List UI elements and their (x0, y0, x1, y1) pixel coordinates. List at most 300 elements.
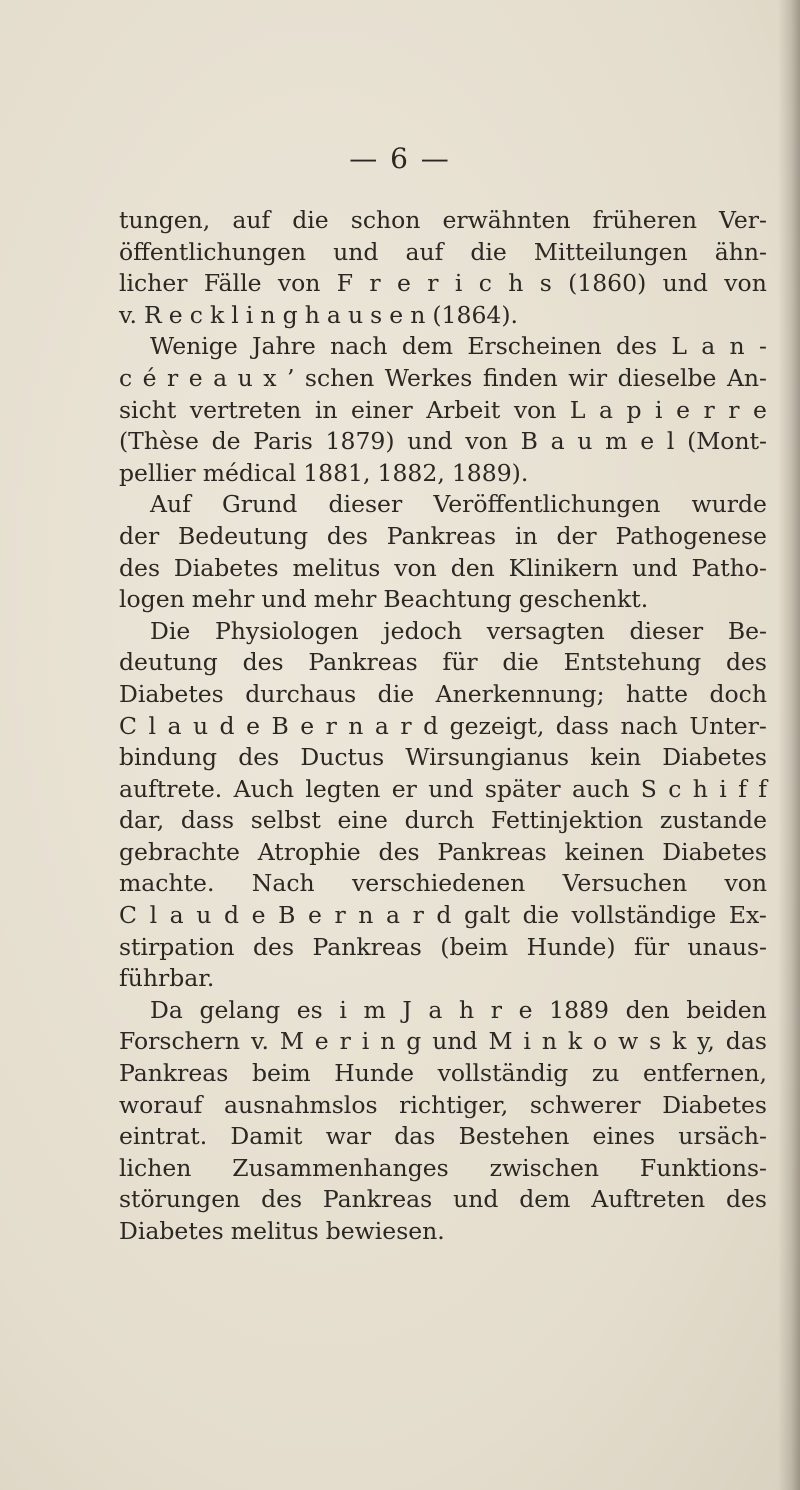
word: nach (330, 332, 388, 361)
word: von (465, 427, 508, 456)
text-line (119, 584, 767, 616)
text-line (119, 489, 767, 521)
text-line (119, 268, 767, 300)
word: und (428, 774, 474, 803)
word: r (325, 711, 337, 740)
word: l (148, 711, 156, 740)
word: des (242, 648, 284, 677)
word: von (394, 553, 437, 582)
word: mehr (313, 585, 377, 614)
word: C (119, 901, 137, 930)
word: die (502, 648, 539, 677)
word: kein (590, 743, 642, 772)
word: eine (337, 806, 388, 835)
word: in (314, 395, 338, 424)
word: a (598, 395, 613, 424)
word: x (263, 363, 277, 392)
word: selbst (250, 806, 321, 835)
word: bewiesen. (325, 1217, 445, 1245)
text-line (119, 774, 767, 806)
word: richtiger, (399, 1090, 509, 1119)
word: stirpation (119, 932, 235, 961)
word: Bedeutung (178, 521, 309, 550)
word: führbar. (119, 964, 215, 993)
word: u (192, 711, 209, 740)
word: wir (568, 363, 608, 392)
word: auftrete. (119, 774, 223, 803)
word: L (671, 332, 687, 361)
text-line (119, 868, 767, 900)
word: unaus- (687, 932, 767, 961)
word: das (725, 1027, 767, 1056)
word: B (278, 901, 296, 930)
word: des (261, 1185, 303, 1214)
text-line (119, 900, 767, 932)
word: e (251, 901, 266, 930)
word: bindung (119, 743, 218, 772)
word: l (231, 300, 239, 329)
word: (1860) (568, 269, 647, 298)
word: versagten (486, 616, 605, 645)
word: w (618, 1027, 639, 1056)
word: des (238, 743, 280, 772)
word: zu (591, 1059, 620, 1088)
word: g (406, 1027, 422, 1056)
word: ursäch- (678, 1122, 767, 1151)
word: R (144, 300, 162, 329)
word: S (640, 774, 657, 803)
word: lichen (119, 1153, 192, 1182)
word: Bestehen (458, 1122, 570, 1151)
text-line (119, 553, 767, 585)
word: pellier (119, 458, 196, 487)
word: c (119, 363, 133, 392)
word: dass (180, 806, 235, 835)
word: machte. (119, 869, 215, 898)
word: M (279, 1027, 304, 1056)
text-line (119, 995, 767, 1027)
word: den (450, 553, 495, 582)
word: r (427, 269, 439, 298)
word: i (523, 1027, 531, 1056)
text-line (119, 963, 767, 995)
word: das (394, 1122, 436, 1151)
word: d (223, 901, 240, 930)
word: störungen (119, 1185, 241, 1214)
word: öffentlichungen (119, 237, 307, 266)
word: (Thèse (119, 427, 199, 456)
word: a (428, 995, 443, 1024)
word: von (513, 395, 557, 424)
word: Jahre (252, 332, 316, 361)
word: r (400, 711, 412, 740)
word: Hunde (334, 1059, 414, 1088)
word: eines (592, 1122, 656, 1151)
word: hatte (626, 679, 688, 708)
text-line (119, 1058, 767, 1090)
body-text (119, 205, 767, 1248)
word: der (119, 521, 160, 550)
word: Beachtung (383, 585, 512, 614)
word: schen (304, 363, 375, 392)
word: a (169, 901, 184, 930)
word: n (729, 332, 745, 361)
word: u (237, 363, 253, 392)
text-line (119, 616, 767, 648)
word: dieser (629, 616, 704, 645)
word: 1881, (303, 458, 371, 487)
word: d (436, 901, 452, 930)
word: er (391, 774, 417, 803)
word: mehr (191, 585, 255, 614)
word: melitus (292, 553, 381, 582)
word: und (662, 269, 708, 298)
word: m (363, 995, 386, 1024)
word: r (339, 1027, 351, 1056)
word: sicht (119, 395, 177, 424)
word: i (361, 1027, 370, 1056)
word: Diabetes (662, 743, 767, 772)
word: Veröffentlichungen (433, 490, 661, 519)
text-line (119, 426, 767, 458)
word: c (668, 774, 682, 803)
word: deutung (119, 648, 218, 677)
word: e (300, 711, 315, 740)
word: Entstehung (563, 648, 702, 677)
word: auch (571, 774, 630, 803)
word: den (625, 995, 670, 1024)
word: schwerer (529, 1090, 641, 1119)
word: c (478, 269, 492, 298)
word: legten (305, 774, 381, 803)
text-line (119, 1121, 767, 1153)
word: a (167, 711, 182, 740)
word: C (119, 711, 137, 740)
word: des (253, 932, 295, 961)
word: für (442, 648, 478, 677)
word: der (556, 521, 597, 550)
word: e (518, 995, 533, 1024)
word: ’ (286, 363, 295, 392)
text-line (119, 458, 767, 490)
word: u (347, 300, 364, 329)
word: a (213, 363, 228, 392)
word: tungen, (119, 206, 211, 234)
word: é (142, 363, 157, 392)
word: n (410, 300, 426, 329)
word: Fettinjektion (491, 806, 644, 835)
word: auf (405, 237, 444, 266)
word: r (412, 901, 424, 930)
word: Diabetes (119, 1217, 224, 1245)
word: J (402, 995, 412, 1024)
word: dass (555, 711, 609, 740)
word: Diabetes (662, 1090, 767, 1119)
word: Pankreas (386, 521, 497, 550)
word: gelang (199, 995, 281, 1024)
word: und (632, 553, 678, 582)
word: n (541, 1027, 557, 1056)
word: und (261, 585, 307, 614)
word: des (725, 1185, 767, 1214)
word: und (453, 1185, 499, 1214)
word: i (655, 395, 663, 424)
word: später (484, 774, 561, 803)
word: e (676, 395, 690, 424)
word: v. (119, 300, 137, 329)
word: dieselbe (617, 363, 717, 392)
word: v. (250, 1027, 269, 1056)
word: durch (404, 806, 475, 835)
word: Auf (150, 490, 191, 519)
word: dem (401, 332, 454, 361)
word: M (488, 1027, 513, 1056)
word: a (374, 711, 389, 740)
word: a (550, 427, 565, 456)
text-line (119, 521, 767, 553)
word: Ex- (728, 901, 767, 930)
word: in (514, 521, 538, 550)
word: n (358, 901, 374, 930)
word: An- (726, 363, 767, 392)
word: für (634, 932, 670, 961)
word: e (752, 395, 767, 424)
word: des (119, 553, 161, 582)
word: i (339, 995, 347, 1024)
text-line (119, 300, 767, 332)
word: Erscheinen (467, 332, 602, 361)
word: doch (709, 679, 767, 708)
word: zwischen (489, 1153, 600, 1182)
word: vollständig (437, 1059, 569, 1088)
word: e (640, 427, 655, 456)
word: logen (119, 585, 185, 614)
word: e (188, 363, 203, 392)
word: geschenkt. (518, 585, 649, 614)
word: 1882, (377, 458, 445, 487)
word: i (454, 269, 463, 298)
text-line (119, 237, 767, 269)
word: k (672, 1027, 687, 1056)
word: (beim (440, 932, 509, 961)
word: y, (697, 1027, 715, 1056)
word: Fälle (203, 269, 262, 298)
text-line (119, 932, 767, 964)
text-line (119, 395, 767, 427)
word: f (738, 774, 747, 803)
word: Pankreas (119, 1059, 229, 1088)
word: die (470, 237, 507, 266)
word: i (719, 774, 727, 803)
text-line (119, 1090, 767, 1122)
word: 1889). (451, 458, 529, 487)
word: dem (519, 1185, 571, 1214)
word: 1889 (549, 995, 609, 1024)
word: Die (150, 616, 191, 645)
word: s (370, 300, 383, 329)
word: Physiologen (214, 616, 359, 645)
text-line (119, 679, 767, 711)
word: Ductus (300, 743, 385, 772)
word: finden (482, 363, 558, 392)
word: worauf (119, 1090, 203, 1119)
word: Zusammenhanges (232, 1153, 449, 1182)
word: einer (350, 395, 413, 424)
word: n (380, 1027, 396, 1056)
word: a (386, 901, 401, 930)
word: war (325, 1122, 372, 1151)
word: vollständige (571, 901, 717, 930)
word: r (369, 269, 381, 298)
word: f (758, 774, 767, 803)
word: (Mont- (687, 427, 767, 456)
word: k (209, 300, 225, 329)
text-line (119, 711, 767, 743)
word: die (377, 679, 415, 708)
word: de (211, 427, 241, 456)
word: Diabetes (173, 553, 279, 582)
word: wurde (691, 490, 767, 519)
word: entfernen, (642, 1059, 767, 1088)
text-line (119, 805, 767, 837)
word: h (692, 774, 708, 803)
word: gezeigt, (449, 711, 545, 740)
word: médical (202, 458, 297, 487)
text-line (119, 837, 767, 869)
word: Pankreas (437, 837, 547, 866)
word: e (307, 901, 322, 930)
word: g (282, 300, 298, 329)
word: Auftreten (591, 1185, 706, 1214)
word: zustande (659, 806, 767, 835)
word: Auch (233, 774, 295, 803)
word: dieser (328, 490, 403, 519)
text-line (119, 1026, 767, 1058)
word: Ver- (719, 206, 767, 234)
word: d (423, 711, 439, 740)
word: Forschern (119, 1027, 241, 1056)
word: von (724, 269, 767, 298)
word: Anerkennung; (435, 679, 605, 708)
word: Da (150, 995, 183, 1024)
word: nach (620, 711, 678, 740)
word: L (569, 395, 586, 424)
word: Unter- (689, 711, 767, 740)
word: Grund (222, 490, 298, 519)
word: B (271, 711, 289, 740)
word: Diabetes (119, 679, 224, 708)
word: Klinikern (508, 553, 619, 582)
word: a (326, 300, 341, 329)
word: vertreten (189, 395, 302, 424)
page-edge-shadow (778, 0, 800, 1490)
word: jedoch (383, 616, 463, 645)
text-line (119, 647, 767, 679)
word: (1864). (432, 300, 519, 329)
word: h (508, 269, 524, 298)
word: r (490, 995, 502, 1024)
word: m (605, 427, 628, 456)
word: n (260, 300, 276, 329)
word: auf (232, 206, 271, 234)
word: e (246, 711, 260, 740)
word: i (245, 300, 254, 329)
word: h (459, 995, 475, 1024)
text-line (119, 1184, 767, 1216)
word: Wenige (150, 332, 238, 361)
word: eintrat. (119, 1122, 208, 1151)
word: ähn- (714, 237, 767, 266)
word: n (348, 711, 364, 740)
text-line (119, 1153, 767, 1185)
word: Arbeit (426, 395, 501, 424)
word: Pathogenese (615, 521, 767, 550)
word: Atrophie (257, 837, 361, 866)
word: F (336, 269, 354, 298)
word: Pankreas (312, 932, 422, 961)
word: 1879) (325, 427, 395, 456)
word: e (168, 300, 183, 329)
word: des (616, 332, 658, 361)
page-number: — 6 — (349, 142, 451, 175)
word: keinen (564, 837, 645, 866)
word: a (701, 332, 716, 361)
word: die (292, 206, 329, 234)
word: s (539, 269, 552, 298)
word: beim (251, 1059, 311, 1088)
word: die (522, 901, 560, 930)
word: r (334, 901, 346, 930)
word: Nach (251, 869, 315, 898)
word: e (396, 269, 411, 298)
word: verschiedenen (351, 869, 526, 898)
word: des (326, 521, 368, 550)
word: und (333, 237, 379, 266)
word: e (389, 300, 404, 329)
word: Wirsungianus (405, 743, 570, 772)
word: B (520, 427, 538, 456)
word: Versuchen (562, 869, 688, 898)
word: d (219, 711, 235, 740)
text-line (119, 1216, 767, 1248)
text-line (119, 363, 767, 395)
word: von (724, 869, 767, 898)
word: p (626, 395, 642, 424)
word: c (189, 300, 203, 329)
word: schon (350, 206, 421, 234)
word: - (758, 332, 767, 361)
word: Be- (727, 616, 767, 645)
word: h (304, 300, 320, 329)
word: Pankreas (308, 648, 418, 677)
word: Diabetes (662, 837, 767, 866)
word: licher (119, 269, 188, 298)
word: r (167, 363, 179, 392)
word: Werkes (384, 363, 473, 392)
word: r (728, 395, 740, 424)
word: dar, (119, 806, 165, 835)
word: früheren (592, 206, 697, 234)
word: l (666, 427, 675, 456)
text-line (119, 742, 767, 774)
word: gebrachte (119, 837, 240, 866)
word: Damit (230, 1122, 303, 1151)
word: Mitteilungen (533, 237, 688, 266)
word: es (296, 995, 323, 1024)
word: Funktions- (639, 1153, 767, 1182)
word: Paris (253, 427, 313, 456)
text-line (119, 205, 767, 237)
